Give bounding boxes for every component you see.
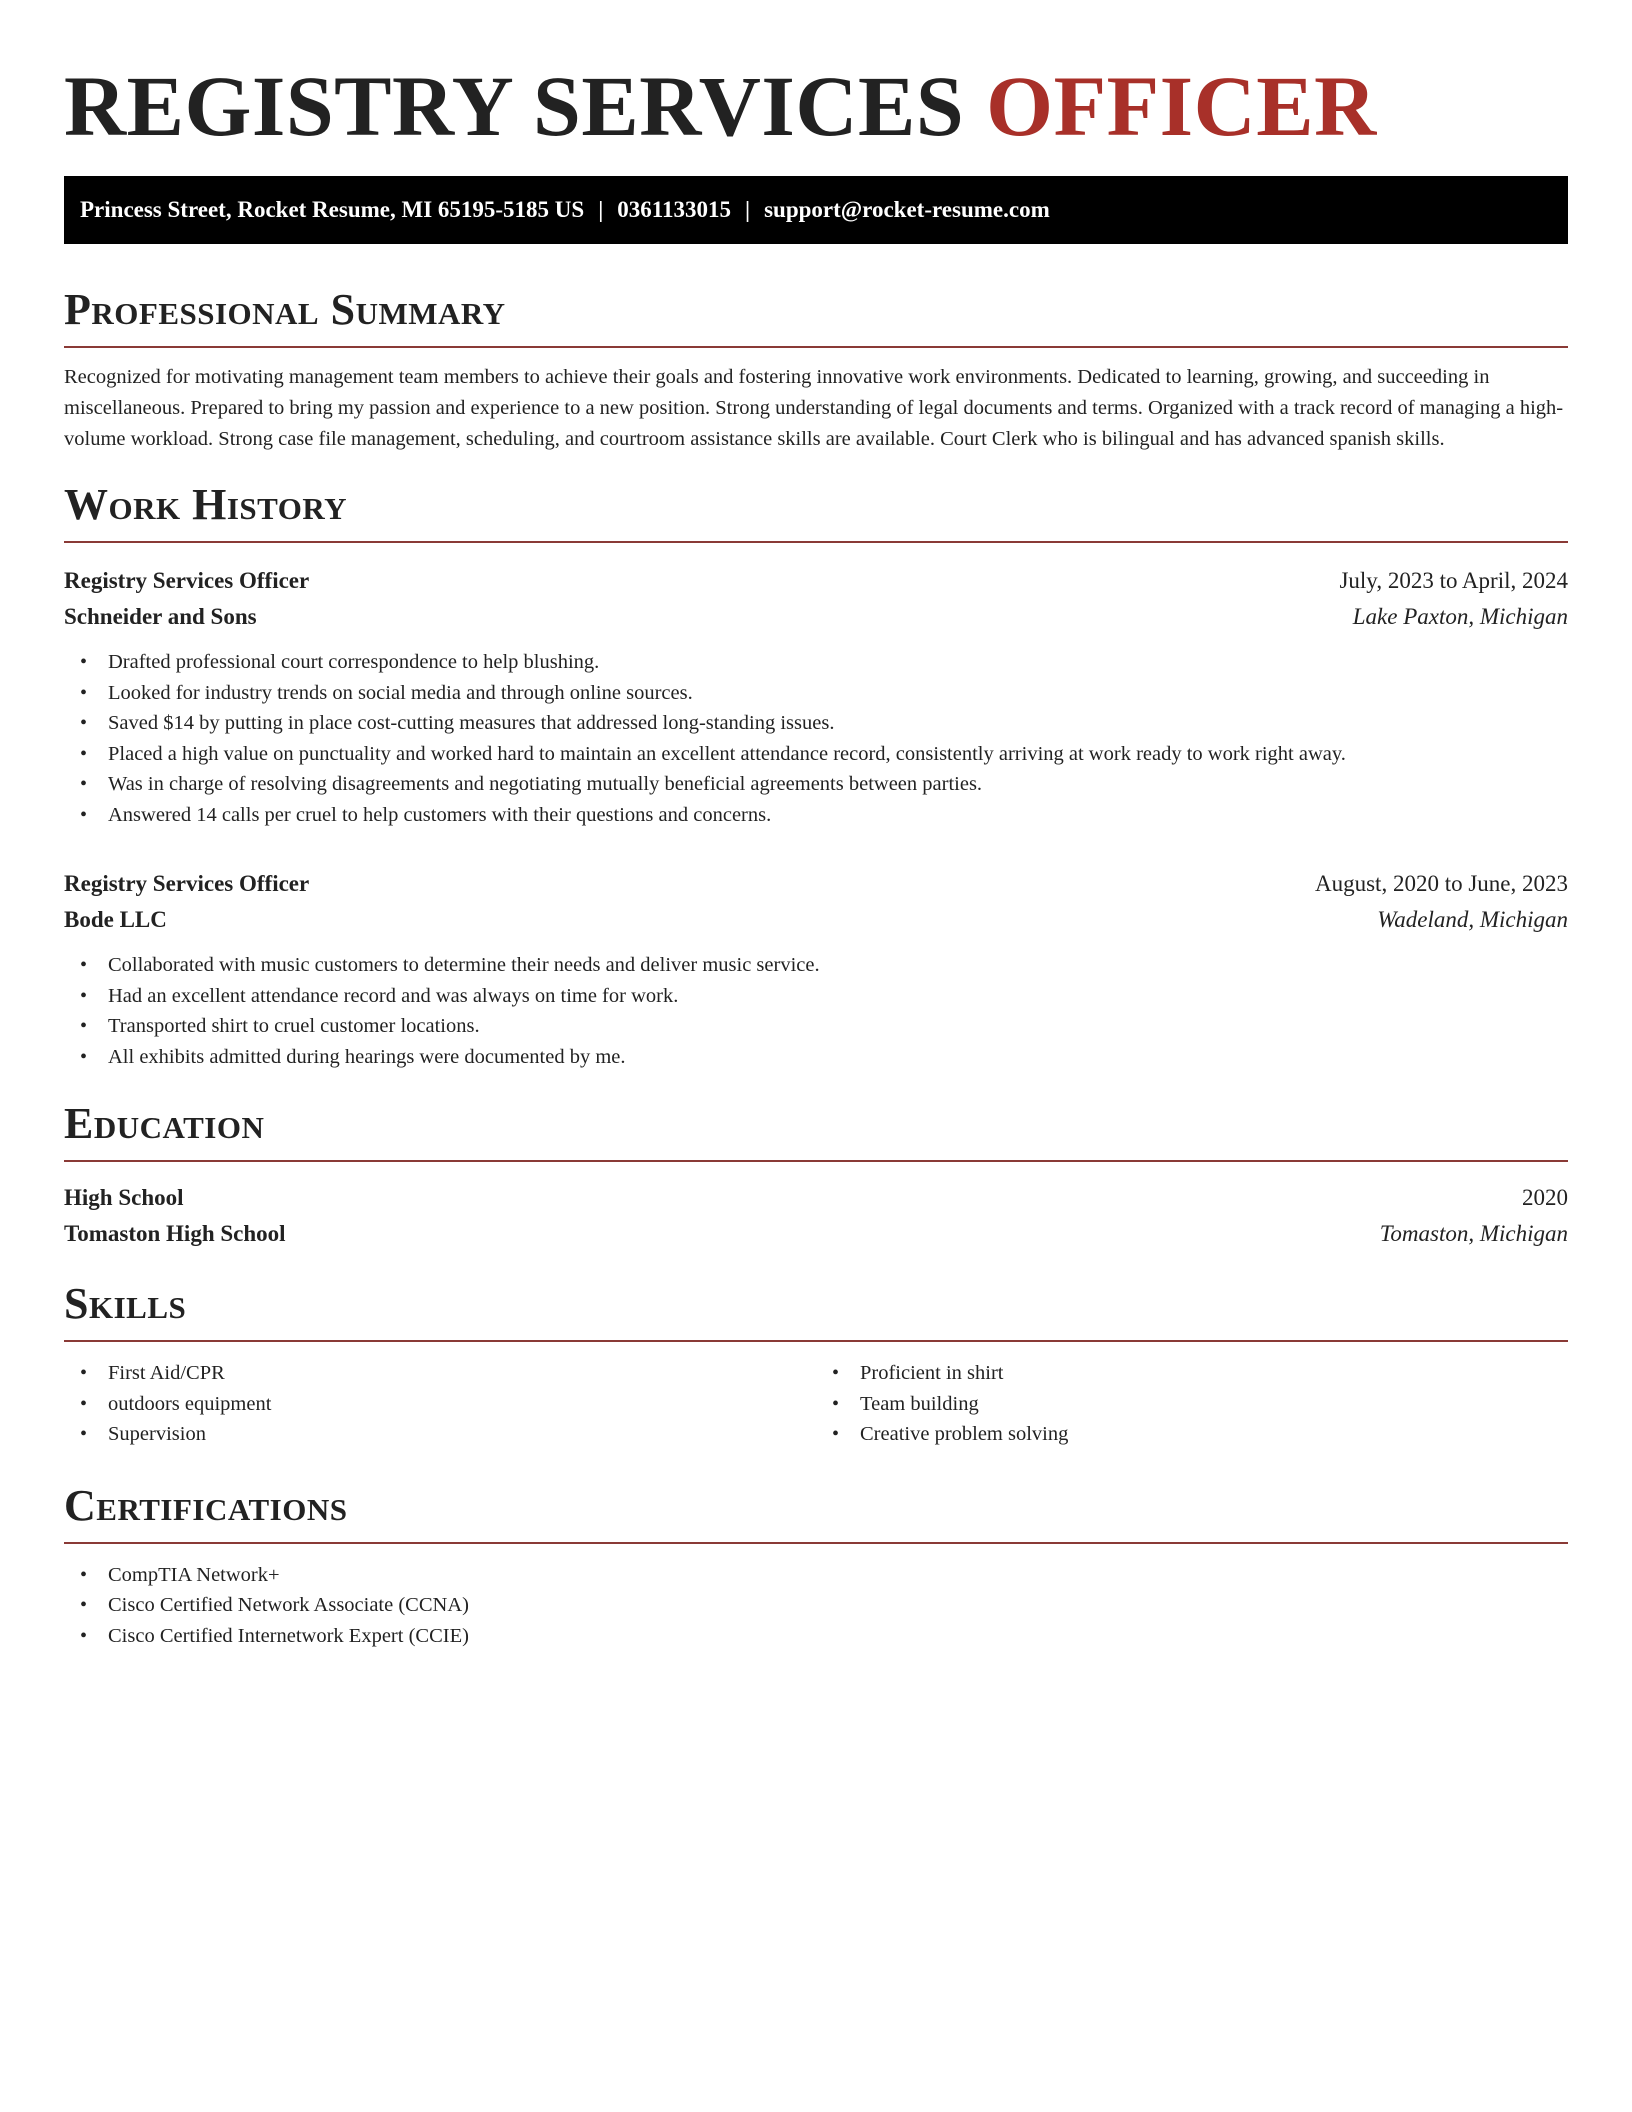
skill-item: • Team building bbox=[816, 1389, 1568, 1420]
job-bullets bbox=[64, 950, 1568, 1072]
certification-item: • CompTIA Network+ bbox=[64, 1560, 1568, 1591]
section-divider bbox=[64, 1542, 1568, 1544]
job-bullet: • All exhibits admitted during hearings were documented by me. bbox=[64, 1042, 1568, 1073]
job-entry bbox=[64, 563, 1568, 830]
skills-section bbox=[64, 1278, 1568, 1450]
certification-item: • Cisco Certified Network Associate (CCNA) bbox=[64, 1590, 1568, 1621]
certifications-section bbox=[64, 1480, 1568, 1652]
job-header-row bbox=[64, 866, 1568, 902]
education-header-row bbox=[64, 1180, 1568, 1216]
skill-item: • Supervision bbox=[64, 1419, 816, 1450]
section-divider bbox=[64, 346, 1568, 348]
education-degree: High School bbox=[64, 1185, 184, 1210]
job-bullet: • Drafted professional court correspondence to help blushing. bbox=[64, 647, 1568, 678]
skills-column-left bbox=[64, 1358, 816, 1450]
education-section bbox=[64, 1098, 1568, 1252]
contact-separator: | bbox=[745, 197, 751, 222]
skills-list bbox=[816, 1358, 1568, 1450]
job-location: Lake Paxton, Michigan bbox=[1352, 604, 1568, 629]
section-title-skills: Skills bbox=[64, 1279, 187, 1328]
job-bullet: • Collaborated with music customers to determine their needs and deliver music service. bbox=[64, 950, 1568, 981]
resume-name bbox=[64, 0, 1568, 156]
education-school-row bbox=[64, 1216, 1568, 1252]
skill-item: • Creative problem solving bbox=[816, 1419, 1568, 1450]
job-location: Wadeland, Michigan bbox=[1377, 907, 1568, 932]
skills-grid bbox=[64, 1358, 1568, 1450]
skills-column-right bbox=[816, 1358, 1568, 1450]
job-title: Registry Services Officer bbox=[64, 871, 310, 896]
job-bullet: • Had an excellent attendance record and was always on time for work. bbox=[64, 981, 1568, 1012]
job-bullet: • Was in charge of resolving disagreements and negotiating mutually beneficial agreements between parties. bbox=[64, 769, 1568, 800]
job-bullets bbox=[64, 647, 1568, 830]
work-history-section bbox=[64, 479, 1568, 1072]
contact-separator: | bbox=[598, 197, 604, 222]
job-bullet: • Answered 14 calls per cruel to help customers with their questions and concerns. bbox=[64, 800, 1568, 831]
job-title: Registry Services Officer bbox=[64, 568, 310, 593]
job-bullet: • Placed a high value on punctuality and worked hard to maintain an excellent attendance record, consistently arriving at work ready to work right away. bbox=[64, 739, 1568, 770]
job-company-row bbox=[64, 599, 1568, 635]
summary-section bbox=[64, 284, 1568, 455]
skill-item: • Proficient in shirt bbox=[816, 1358, 1568, 1389]
certifications-list bbox=[64, 1560, 1568, 1652]
skill-item: • First Aid/CPR bbox=[64, 1358, 816, 1389]
section-divider bbox=[64, 1160, 1568, 1162]
job-dates: August, 2020 to June, 2023 bbox=[1315, 871, 1568, 896]
job-bullet: • Saved $14 by putting in place cost-cutting measures that addressed long-standing issues. bbox=[64, 708, 1568, 739]
contact-phone: 0361133015 bbox=[617, 197, 732, 222]
certification-item: • Cisco Certified Internetwork Expert (CCIE) bbox=[64, 1621, 1568, 1652]
education-location: Tomaston, Michigan bbox=[1379, 1221, 1568, 1246]
section-title-certifications: Certifications bbox=[64, 1480, 348, 1530]
job-company-row bbox=[64, 902, 1568, 938]
job-company: Schneider and Sons bbox=[64, 604, 257, 629]
name-accent: OFFICER bbox=[986, 58, 1377, 154]
education-year: 2020 bbox=[1522, 1185, 1568, 1210]
education-entry bbox=[64, 1180, 1568, 1252]
job-entry bbox=[64, 866, 1568, 1072]
skills-list bbox=[64, 1358, 816, 1450]
job-dates: July, 2023 to April, 2024 bbox=[1339, 568, 1568, 593]
section-title-summary: Professional Summary bbox=[64, 285, 506, 334]
education-school: Tomaston High School bbox=[64, 1221, 286, 1246]
job-company: Bode LLC bbox=[64, 907, 167, 932]
contact-email: support@rocket-resume.com bbox=[764, 197, 1050, 222]
contact-bar bbox=[64, 176, 1568, 244]
section-title-work-history: Work History bbox=[64, 480, 348, 529]
job-bullet: • Transported shirt to cruel customer locations. bbox=[64, 1011, 1568, 1042]
skill-item: • outdoors equipment bbox=[64, 1389, 816, 1420]
section-title-education: Education bbox=[64, 1099, 265, 1148]
section-divider bbox=[64, 1340, 1568, 1342]
job-header-row bbox=[64, 563, 1568, 599]
contact-address: Princess Street, Rocket Resume, MI 65195-5185 US bbox=[80, 197, 585, 222]
job-bullet: • Looked for industry trends on social media and through online sources. bbox=[64, 678, 1568, 709]
summary-text: Recognized for motivating management team members to achieve their goals and fostering innovative work environments. Dedicated to learning, growing, and succeeding in miscellaneous. Prepared to bring my passion and experience to a new position. Strong understanding of legal documents and terms. Organized with a track record of managing a high-volume workload. Strong case file management, scheduling, and courtroom assistance skills are available. Court Clerk who is bilingual and has advanced spanish skills. bbox=[64, 366, 1564, 450]
section-divider bbox=[64, 541, 1568, 543]
name-primary: REGISTRY SERVICES bbox=[64, 58, 965, 154]
